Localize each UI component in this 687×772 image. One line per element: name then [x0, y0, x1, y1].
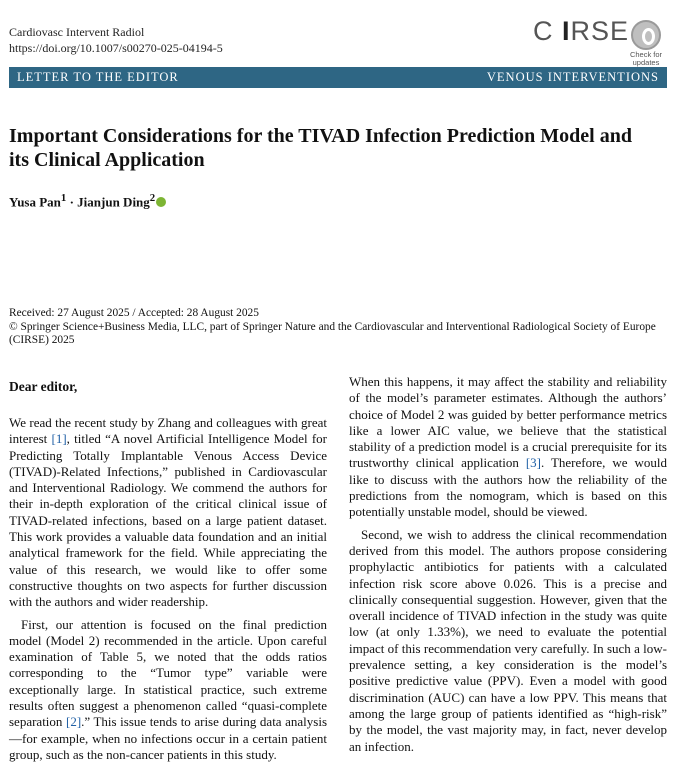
- body-column-right: [349, 374, 667, 755]
- journal-name: Cardiovasc Intervent Radiol: [9, 25, 145, 39]
- copyright-notice: © Springer Science+Business Media, LLC, part of Springer Nature and the Cardiovascular and Interventional Radiological Society of Europe (CIRSE) 2025: [9, 320, 656, 346]
- doi-link[interactable]: https://doi.org/10.1007/s00270-025-04194-5: [9, 41, 223, 55]
- paragraph: First, our attention is focused on the final prediction model (Model 2) recommended in the article. Upon careful examination of Table 5, we noted that the odds ratios corresponding to the “Tumor type” variable were exceptionally large. In statistical practice, such extreme results often suggest a phenomenon called “quasi-complete separation [2].” This issue tends to arise during data analysis—for example, when no infections occur in a certain patient group, such as the non-cancer patients in this study.: [9, 616, 328, 762]
- body-column-left: [9, 415, 327, 763]
- journal-header: [9, 24, 223, 56]
- orcid-icon[interactable]: [156, 197, 166, 207]
- article-type: LETTER TO THE EDITOR: [17, 70, 179, 84]
- citation-link[interactable]: [1]: [51, 431, 67, 447]
- citation-link[interactable]: [2]: [65, 714, 82, 730]
- article-type-banner: [9, 67, 667, 88]
- received-accepted: Received: 27 August 2025 / Accepted: 28 August 2025: [9, 307, 259, 319]
- check-updates-icon: [631, 20, 661, 50]
- citation-link[interactable]: [3]: [525, 455, 541, 471]
- cirse-logo: C IRSE: [533, 16, 630, 46]
- article-dates: [9, 307, 674, 348]
- author-name[interactable]: Yusa Pan: [9, 194, 61, 210]
- article-section: VENOUS INTERVENTIONS: [486, 70, 659, 84]
- paragraph: When this happens, it may affect the stability and reliability of the model’s parameter estimates. Although the authors’ choice of Model 2 was guided by better performance metrics like a lower AIC value, we believe that the statistical stability of a prediction model is a crucial prerequisite for its trustworthy clinical application [3]. Therefore, we would like to discuss with the authors how the reliability of the predictions from the nomogram, which is based on this potentially unstable model, should be viewed.: [349, 374, 667, 520]
- paragraph: We read the recent study by Zhang and colleagues with great interest [1], titled “A novel Artificial Intelligence Model for Predicting Totally Implantable Venous Access Device (TIVAD)-Related Infections,” published in Cardiovascular and Interventional Radiology. We commend the authors for their in-depth exploration of the critical clinical issue of TIVAD-related infections, based on a large patient dataset. This work provides a valuable data foundation and an initial analytical framework for the field. While appreciating the value of this research, we would like to offer some constructive thoughts on two aspects for further discussion with the authors and wider readership.: [9, 415, 327, 610]
- article-title: Important Considerations for the TIVAD Infection Prediction Model and its Clinical Application: [9, 125, 632, 171]
- author-list: Yusa Pan$^1$ · Jianjun Ding$^2$: [9, 192, 166, 210]
- check-updates-label: Check for updates: [629, 50, 663, 67]
- paragraph: Second, we wish to address the clinical recommendation derived from this model. The authors propose considering prophylactic antibiotics for patients with a calculated infection risk score above 0.026. This is a precise and clinically consequential suggestion. However, given that the overall incidence of TIVAD infection in the study was quite low (at only 1.33%), we need to evaluate the potential impact of this recommendation very carefully. In such a low-prevalence setting, a key consideration is the model’s positive predictive value (PPV). Even a model with good discrimination (AUC) can have a low PPV. This means that among the large group of patients identified as “high-risk” by the model, the vast majority may, in fact, never develop an infection.: [349, 526, 667, 754]
- author-name[interactable]: Jianjun Ding: [77, 194, 150, 210]
- greeting: Dear editor,: [9, 379, 78, 394]
- check-for-updates-badge[interactable]: [626, 20, 666, 67]
